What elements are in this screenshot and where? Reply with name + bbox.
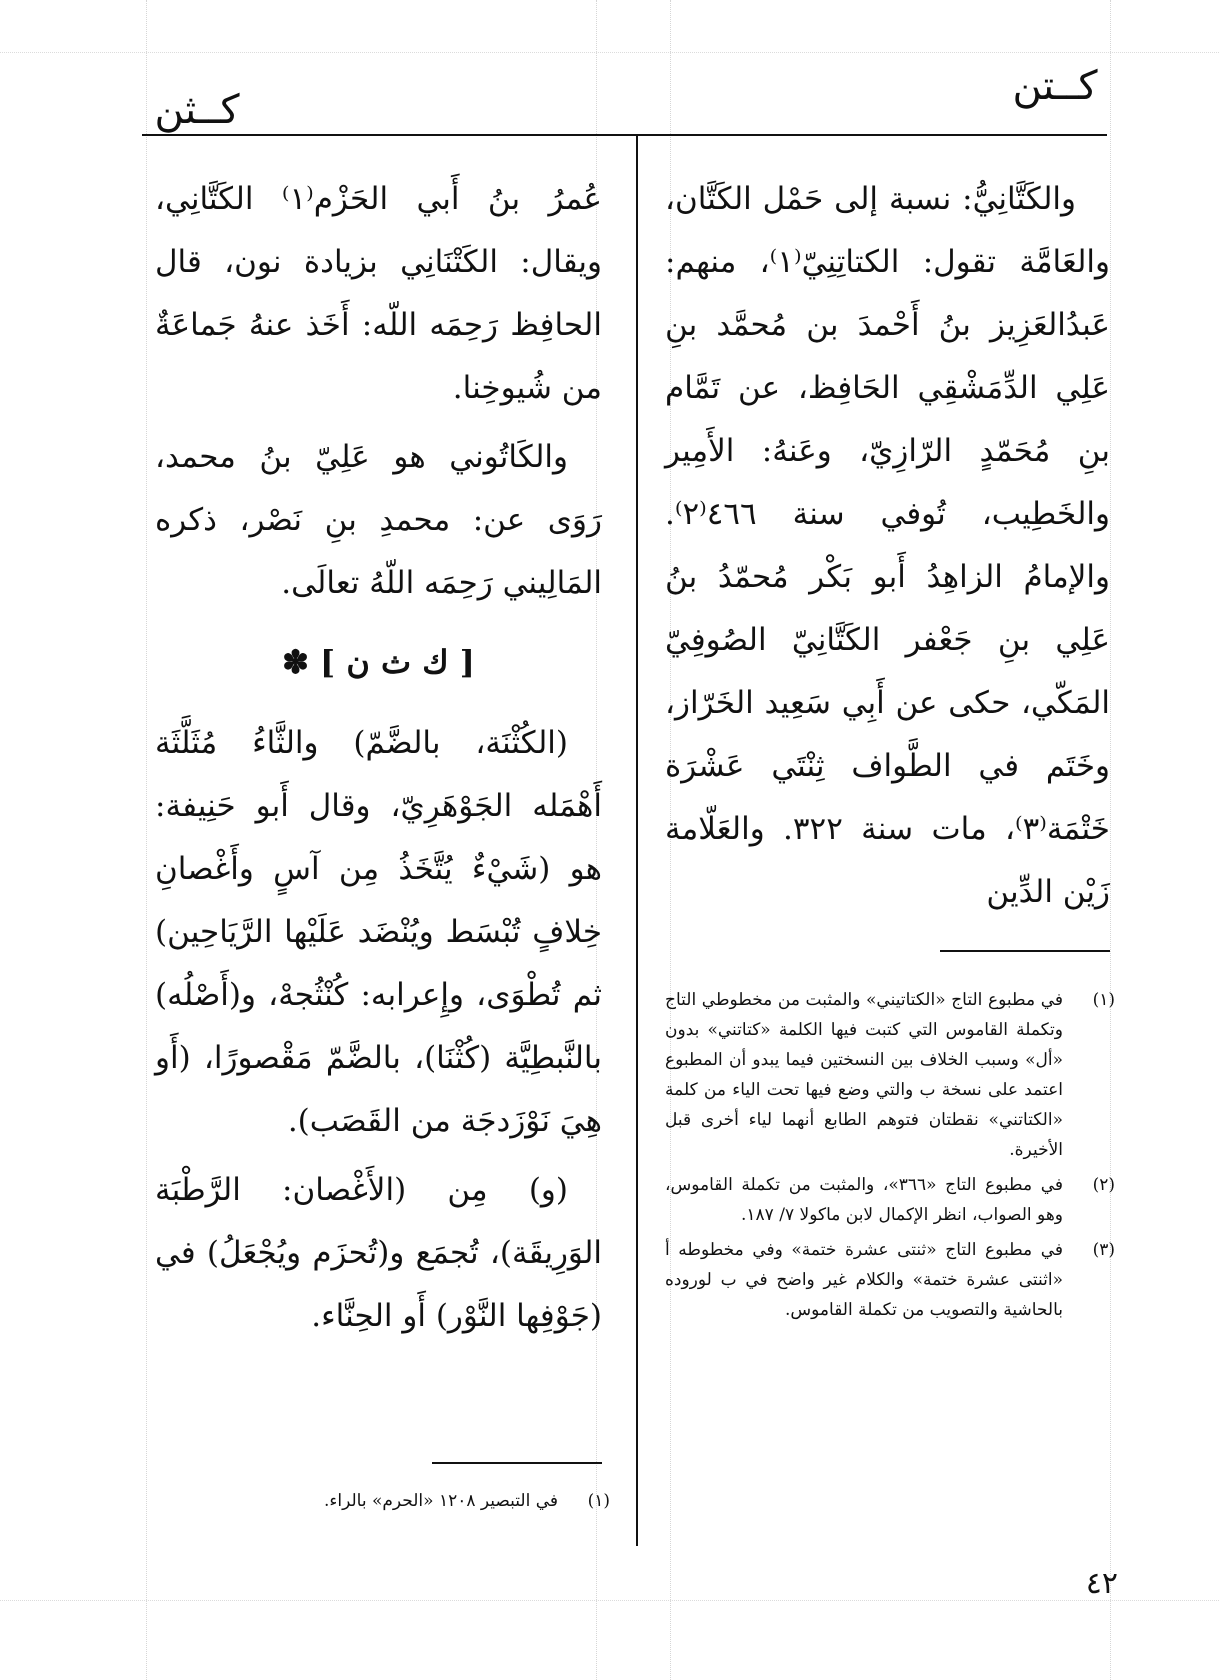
footnote-number: (٣)	[1092, 1240, 1115, 1260]
footnote	[665, 1235, 1115, 1325]
body-paragraph: (و) مِن (الأَغْصان: الرَّطْبَة الوَرِيقَة)، تُجمَع و(تُحزَم ويُجْعَلُ) في (جَوْفِها النَّوْر) أَو الحِنَّاء.	[155, 1172, 602, 1334]
footnote	[665, 985, 1115, 1165]
running-header-left: كــثن	[154, 87, 240, 133]
entry-heading: [ ك ث ن ] ✽	[282, 643, 475, 681]
footnote-text: في التبصير ١٢٠٨ «الحرم» بالراء.	[323, 1491, 558, 1511]
footnotes-right	[665, 985, 1115, 1330]
running-header-right: كــتن	[1012, 63, 1098, 109]
footnote-number: (١)	[1092, 990, 1115, 1010]
right-column	[665, 168, 1110, 924]
page-number: ٤٢	[1085, 1566, 1118, 1601]
footnote-text: في مطبوع التاج «ثنتى عشرة ختمة» وفي مخطوطه أ «اثنتى عشرة ختمة» والكلام غير واضح في ب لوروده بالحاشية والتصويب من تكملة القاموس.	[665, 1240, 1063, 1320]
scan-guide-line	[0, 52, 1219, 53]
scan-guide-line	[0, 1600, 1219, 1601]
left-column	[155, 168, 602, 1348]
body-paragraph: والكَتَّانِيُّ: نسبة إلى حَمْل الكَتَّان، والعَامَّة تقول: الكتاتِنِيّ⁽١⁾، منهم: عَبدُالعَزِيز بنُ أَحْمدَ بن مُحمَّد بنِ عَلِي الدِّمَشْقِي الحَافِظ، عن تَمَّام بنِ مُحَمّدٍ الرّازِيّ، وعَنهُ: الأَمِير والخَطِيب، تُوفي سنة ٤٦٦⁽٢⁾. والإمامُ الزاهِدُ أَبو بَكْر مُحمّدُ بنُ عَلِي بنِ جَعْفر الكَتَّانِيّ الصُوفِيّ المَكّي، حكى عن أَبِي سَعِيد الخَرّاز، وخَتَم في الطَّواف ثِنْتَي عَشْرَة خَتْمَة⁽٣⁾، مات سنة ٣٢٢. والعَلّامة زَيْن الدِّين	[665, 181, 1110, 910]
scan-guide-line	[146, 0, 147, 1680]
footnote-text: في مطبوع التاج «الكتاتيني» والمثبت من مخطوطي التاج وتكملة القاموس التي كتبت فيها الكلمة «كتاتني» بدون «أل» وسبب الخلاف بين النسختين فيما يبدو أن المطبوع اعتمد على نسخة ب والتي وضع فيها تحت الياء من كلمة «الكتاتني» نقطتان فتوهم الطابع أنهما لياء أخرى قبل الأخيرة.	[665, 990, 1063, 1160]
scan-guide-line	[1110, 0, 1111, 1680]
body-paragraph: عُمرُ بنُ أَبي الحَزْم⁽١⁾ الكَتَّانِي، ويقال: الكَتْنَانِي بزيادة نون، قال الحافِظ رَحِمَه اللّه: أَخَذ عنهُ جَماعَةٌ من شُيوخِنا.	[155, 181, 602, 406]
footnotes-left	[270, 1486, 610, 1521]
footnote-separator	[940, 950, 1110, 952]
footnote-text: في مطبوع التاج «٣٦٦»، والمثبت من تكملة القاموس، وهو الصواب، انظر الإكمال لابن ماكولا ٧/ ١٨٧.	[665, 1175, 1063, 1225]
column-divider	[636, 134, 638, 1546]
body-paragraph: والكَاتُوني هو عَلِيّ بنُ محمد، رَوَى عن: محمدِ بنِ نَصْر، ذكره المَالِيني رَحِمَه اللّهُ تعالَى.	[155, 439, 602, 601]
footnote-number: (٢)	[1092, 1175, 1115, 1195]
footnote-separator	[432, 1462, 602, 1464]
header-rule	[142, 134, 1107, 136]
footnote	[665, 1170, 1115, 1230]
body-paragraph: (الكُثْنَة، بالضَّمّ) والثَّاءُ مُثَلَّثَة أَهْمَله الجَوْهَرِيّ، وقال أَبو حَنِيفة: هو (شَيْءٌ يُتَّخَذُ مِن آسٍ وأَغْصانِ خِلافٍ تُبْسَط ويُنْضَد عَلَيْها الرَّيَاحِين) ثم تُطْوَى، وإِعرابه: كُنْثُجهْ، و(أَصْلُه) بالنَّبطِيَّة (كُثْنَا)، بالضَّمّ مَقْصورًا، (أَو هِيَ نَوْزَدجَة من القَصَب).	[155, 725, 602, 1139]
footnote	[270, 1486, 610, 1516]
footnote-number: (١)	[587, 1491, 610, 1511]
